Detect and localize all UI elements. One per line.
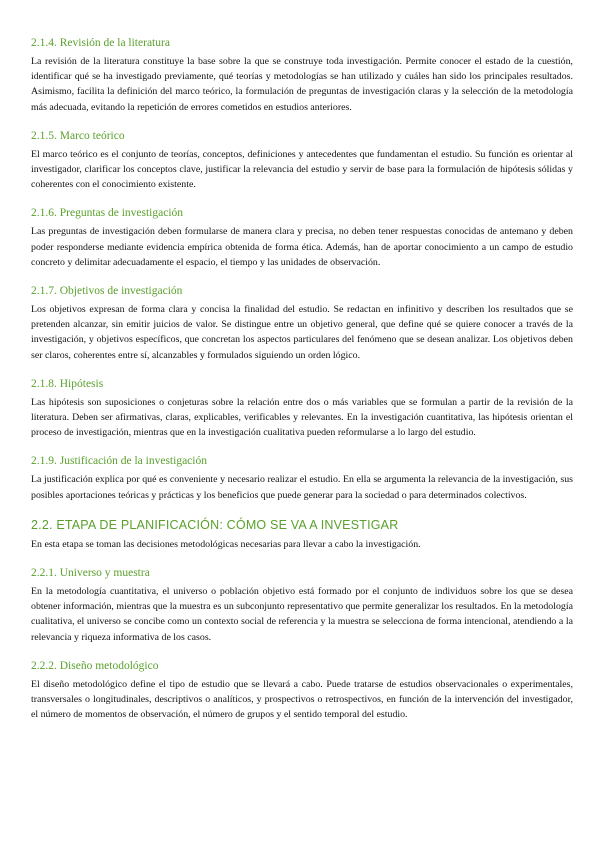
section-heading: 2.2.2. Diseño metodológico	[31, 659, 159, 672]
section-paragraph: El diseño metodológico define el tipo de estudio que se llevará a cabo. Puede tratarse de estudios observacionales o experimentales, transversales o longitudinales, descriptivos o analíticos, y prospectivos o retrospectivos, en función de la intervención del investigador, el número de momentos de observación, el número de grupos y el sentido temporal del estudio.	[31, 678, 573, 721]
section-universe-sample	[31, 566, 573, 645]
section-theoretical-framework	[31, 129, 573, 193]
section-paragraph: Los objetivos expresan de forma clara y concisa la finalidad del estudio. Se redactan en infinitivo y describen los resultados que se pretenden alcanzar, sin emitir juicios de valor. Se distingue entre un objetivo general, que define qué se quiere conocer a través de la investigación, y objetivos específicos, que concretan los aspectos particulares del fenómeno que se desean analizar. Los objetivos deben ser claros, coherentes entre sí, alcanzables y formulados siguiendo un orden lógico.	[31, 304, 573, 361]
section-hypotheses	[31, 377, 573, 441]
section-methodological-design	[31, 659, 573, 723]
section-research-objectives	[31, 284, 573, 363]
section-paragraph: El marco teórico es el conjunto de teorías, conceptos, definiciones y antecedentes que fundamentan el estudio. Su función es orientar al investigador, clarificar los conceptos clave, justificar la relevancia del estudio y servir de base para la formulación de hipótesis sólidas y coherentes con el conocimiento existente.	[31, 148, 573, 191]
section-heading: 2.2.1. Universo y muestra	[31, 567, 150, 580]
section-research-questions	[31, 206, 573, 270]
section-heading: 2.1.8. Hipótesis	[31, 377, 104, 390]
document-page	[31, 36, 573, 736]
chapter-heading: 2.2. ETAPA DE PLANIFICACIÓN: CÓMO SE VA A INVESTIGAR	[31, 517, 399, 532]
section-paragraph: Las hipótesis son suposiciones o conjeturas sobre la relación entre dos o más variables que se formulan a partir de la revisión de la literatura. Deben ser afirmativas, claras, explicables, verificables y relevantes. En la investigación cuantitativa, las hipótesis orientan el proceso de investigación, mientras que en la investigación cualitativa pueden reformularse a lo largo del estudio.	[31, 396, 573, 439]
section-heading: 2.1.4. Revisión de la literatura	[31, 37, 170, 49]
section-justification	[31, 454, 573, 502]
section-literature-review	[31, 36, 573, 115]
section-heading: 2.1.5. Marco teórico	[31, 129, 125, 142]
section-heading: 2.1.9. Justificación de la investigación	[31, 455, 207, 468]
section-heading: 2.1.6. Preguntas de investigación	[31, 207, 184, 220]
section-paragraph: La revisión de la literatura constituye la base sobre la que se construye toda investigación. Permite conocer el estado de la cuestión, identificar qué se ha investigado previamente, qué teorías y metodologías se han utilizado y cuáles han sido los principales resultados. Asimismo, facilita la definición del marco teórico, la formulación de preguntas de investigación claras y la selección de la metodología más adecuada, evitando la repetición de errores cometidos en estudios anteriores.	[31, 56, 573, 113]
section-paragraph: En esta etapa se toman las decisiones metodológicas necesarias para llevar a cabo la investigación.	[31, 538, 421, 550]
section-planning-stage	[31, 517, 573, 552]
section-paragraph: La justificación explica por qué es conveniente y necesario realizar el estudio. En ella se argumenta la relevancia de la investigación, sus posibles aportaciones teóricas y prácticas y los beneficios que puede generar para la sociedad o para determinados colectivos.	[31, 474, 573, 501]
section-heading: 2.1.7. Objetivos de investigación	[31, 285, 183, 298]
section-paragraph: En la metodología cuantitativa, el universo o población objetivo está formado por el conjunto de individuos sobre los que se desea obtener información, mientras que la muestra es un subconjunto representativo que permite generalizar los resultados. En la metodología cualitativa, el universo se concibe como un contexto social de referencia y la muestra se selecciona de forma intencional, atendiendo a la relevancia y riqueza informativa de los casos.	[31, 586, 573, 643]
section-paragraph: Las preguntas de investigación deben formularse de manera clara y precisa, no deben tener respuestas conocidas de antemano y deben poder responderse mediante evidencia empírica obtenida de forma ética. Además, han de aportar conocimiento a un campo de estudio concreto y delimitar adecuadamente el espacio, el tiempo y las unidades de observación.	[31, 226, 573, 268]
